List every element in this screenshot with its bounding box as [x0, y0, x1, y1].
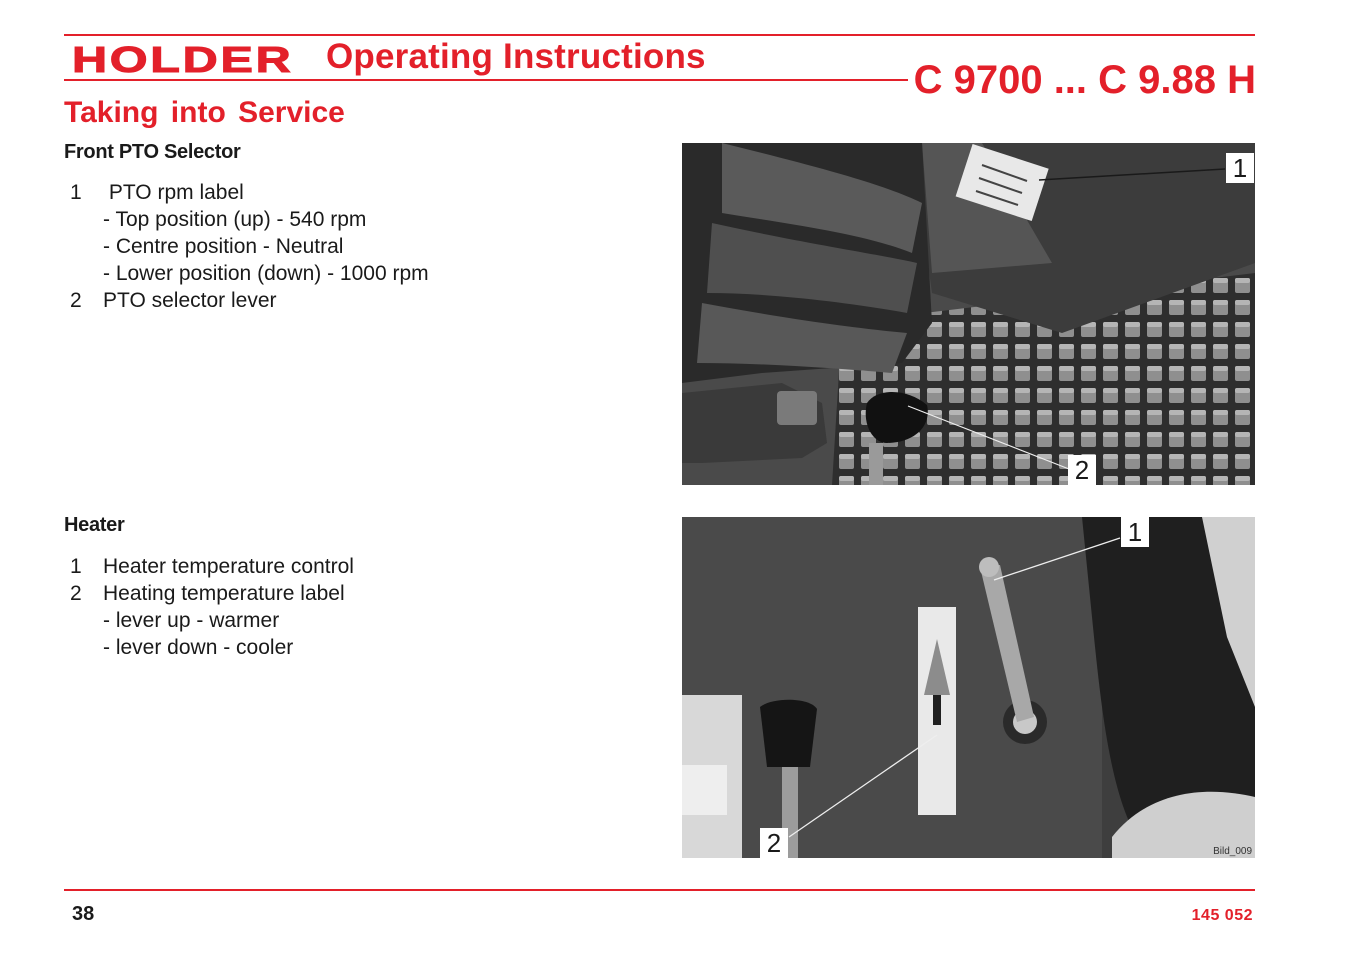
list-item: 1 PTO rpm label [70, 181, 244, 204]
heater-illustration [682, 517, 1255, 858]
list-item: - Top position (up) - 540 rpm [103, 208, 367, 231]
heater-callout-2: 2 [760, 828, 788, 858]
list-item: 2 Heating temperature label [70, 582, 345, 605]
document-number: 145 052 [1191, 907, 1253, 924]
front-pto-illustration [682, 143, 1255, 485]
front-pto-photo [682, 143, 1255, 485]
header-top-rule [64, 34, 1255, 36]
list-item: - Lower position (down) - 1000 rpm [103, 262, 429, 285]
footer-rule [64, 889, 1255, 891]
list-item: 1 Heater temperature control [70, 555, 354, 578]
heater-callout-1: 1 [1121, 517, 1149, 547]
brand-logo: HOLDER [72, 39, 294, 80]
page-number: 38 [72, 903, 95, 925]
image-reference: Bild_009 [1213, 846, 1252, 857]
list-item: - lever down - cooler [103, 636, 294, 659]
pto-callout-2: 2 [1068, 455, 1096, 485]
pto-callout-1: 1 [1226, 153, 1254, 183]
section-title: Taking into Service [64, 96, 345, 129]
heater-list [70, 553, 354, 661]
list-item: - Centre position - Neutral [103, 235, 344, 258]
front-pto-list [70, 179, 429, 314]
list-item: 2 PTO selector lever [70, 289, 277, 312]
list-item: - lever up - warmer [103, 609, 280, 632]
heater-photo [682, 517, 1255, 858]
front-pto-heading: Front PTO Selector [64, 141, 241, 163]
heater-heading: Heater [64, 514, 125, 536]
document-title: Operating Instructions [326, 37, 706, 76]
model-range: C 9700 ... C 9.88 H [913, 58, 1256, 102]
